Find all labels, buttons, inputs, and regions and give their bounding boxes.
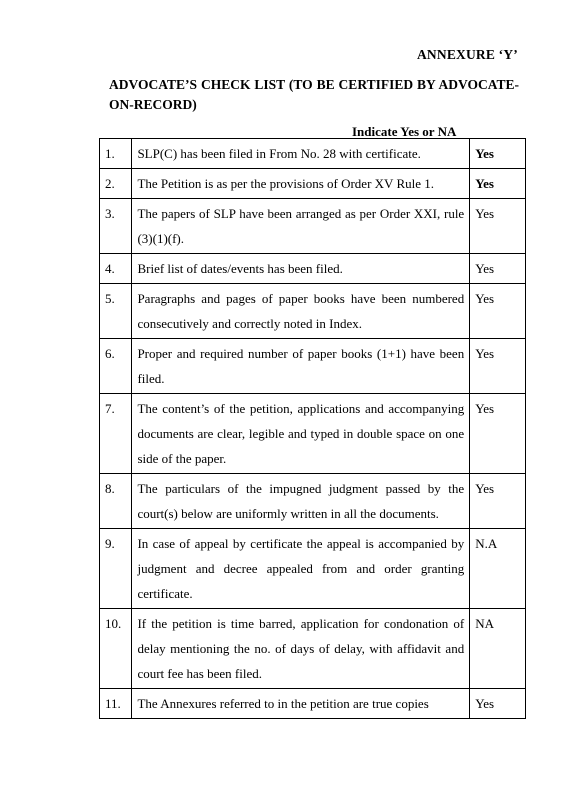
table-row bbox=[100, 199, 526, 254]
row-answer: Yes bbox=[470, 169, 526, 199]
row-number: 2. bbox=[100, 169, 132, 199]
row-answer: Yes bbox=[470, 284, 526, 339]
row-number: 3. bbox=[100, 199, 132, 254]
table-row bbox=[100, 284, 526, 339]
row-description: The papers of SLP have been arranged as per Order XXI, rule (3)(1)(f). bbox=[132, 199, 470, 254]
table-row bbox=[100, 529, 526, 609]
row-answer: Yes bbox=[470, 139, 526, 169]
table-row bbox=[100, 169, 526, 199]
row-description: The Petition is as per the provisions of Order XV Rule 1. bbox=[132, 169, 470, 199]
row-answer: Yes bbox=[470, 199, 526, 254]
row-description: SLP(C) has been filed in From No. 28 with certificate. bbox=[132, 139, 470, 169]
row-description: The content’s of the petition, applications and accompanying documents are clear, legible and typed in double space on one side of the paper. bbox=[132, 394, 470, 474]
table-row bbox=[100, 394, 526, 474]
row-number: 1. bbox=[100, 139, 132, 169]
table-row bbox=[100, 609, 526, 689]
row-description: If the petition is time barred, application for condonation of delay mentioning the no. of days of delay, with affidavit and court fee has been filed. bbox=[132, 609, 470, 689]
row-answer: NA bbox=[470, 609, 526, 689]
table-row bbox=[100, 474, 526, 529]
checklist-table bbox=[99, 138, 526, 719]
indicate-column-label: Indicate Yes or NA bbox=[352, 124, 457, 139]
row-description: The particulars of the impugned judgment passed by the court(s) below are uniformly written in all the documents. bbox=[132, 474, 470, 529]
annexure-label: ANNEXURE ‘Y’ bbox=[416, 47, 518, 62]
table-row bbox=[100, 339, 526, 394]
row-answer: Yes bbox=[470, 394, 526, 474]
row-answer: Yes bbox=[470, 254, 526, 284]
row-answer: Yes bbox=[470, 474, 526, 529]
row-description: The Annexures referred to in the petition are true copies bbox=[132, 689, 470, 719]
row-number: 4. bbox=[100, 254, 132, 284]
row-description: Paragraphs and pages of paper books have been numbered consecutively and correctly noted in Index. bbox=[132, 284, 470, 339]
row-description: Brief list of dates/events has been filed. bbox=[132, 254, 470, 284]
table-row bbox=[100, 254, 526, 284]
row-number: 8. bbox=[100, 474, 132, 529]
row-number: 7. bbox=[100, 394, 132, 474]
row-answer: N.A bbox=[470, 529, 526, 609]
table-row bbox=[100, 139, 526, 169]
document-title: ADVOCATE’S CHECK LIST (TO BE CERTIFIED BY ADVOCATE-ON-RECORD) bbox=[109, 77, 519, 112]
row-answer: Yes bbox=[470, 689, 526, 719]
row-number: 6. bbox=[100, 339, 132, 394]
row-description: In case of appeal by certificate the appeal is accompanied by judgment and decree appealed from and order granting certificate. bbox=[132, 529, 470, 609]
row-answer: Yes bbox=[470, 339, 526, 394]
row-number: 10. bbox=[100, 609, 132, 689]
row-number: 9. bbox=[100, 529, 132, 609]
row-description: Proper and required number of paper books (1+1) have been filed. bbox=[132, 339, 470, 394]
row-number: 11. bbox=[100, 689, 132, 719]
row-number: 5. bbox=[100, 284, 132, 339]
table-row bbox=[100, 689, 526, 719]
